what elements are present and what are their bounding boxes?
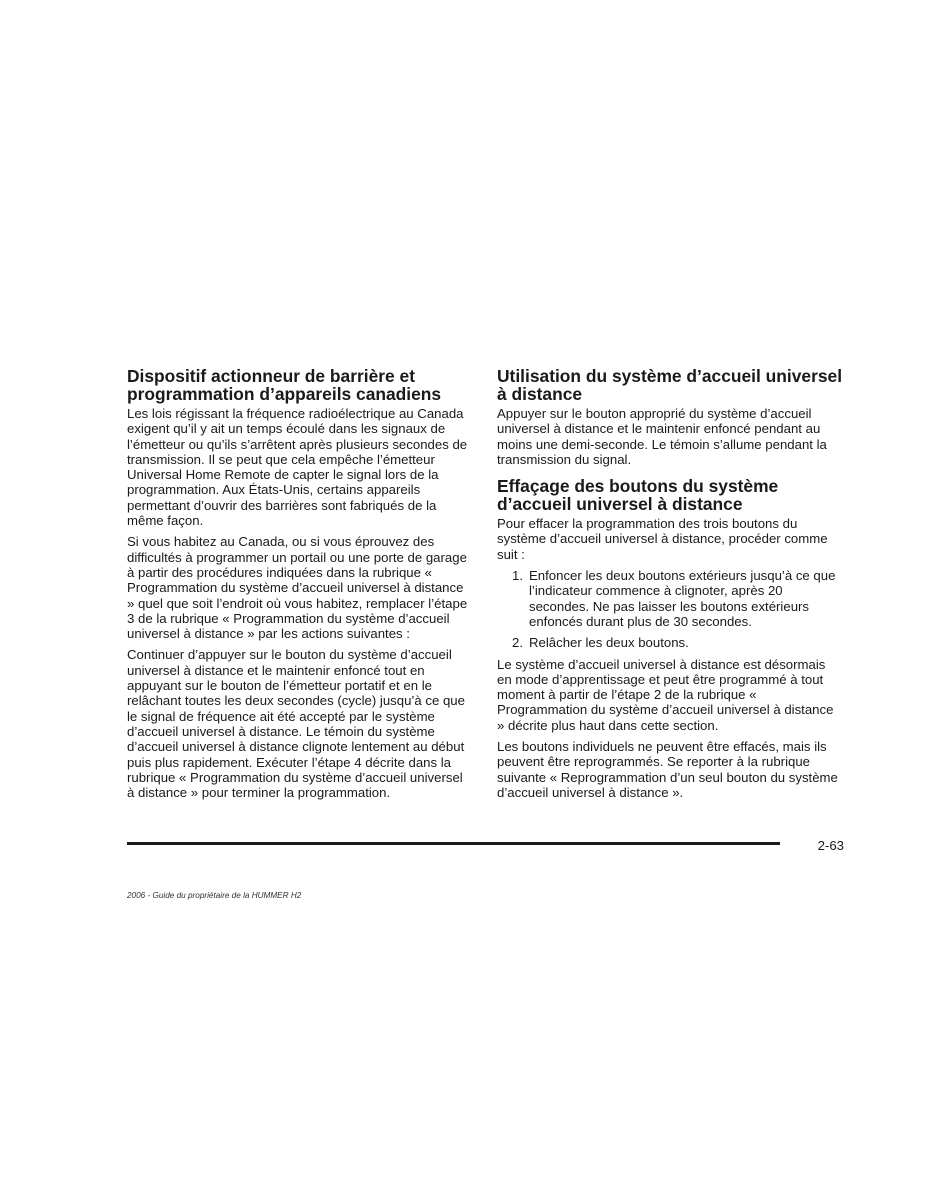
step-number: 2.	[512, 635, 523, 651]
step-text: Relâcher les deux boutons.	[529, 635, 689, 651]
section-title-erasing: Effaçage des boutons du système d’accueil universel à distance	[497, 476, 779, 515]
paragraph: Continuer d’appuyer sur le bouton du système d’accueil universel à distance et le maintenir enfoncé tout en appuyant sur le bouton de l’émetteur portatif et en le relâchant toutes les deux secondes (cycle) jusqu’à ce que le signal de fréquence ait été accepté par le système d’accueil universel à distance. Le témoin du système d’accueil universel à distance clignote lentement au début puis plus rapidement. Exécuter l’étape 4 décrite dans la rubrique « Programmation du système d’accueil universel à distance » pour terminer la programmation.	[127, 647, 465, 801]
paragraph: Les boutons individuels ne peuvent être effacés, mais ils peuvent être reprogrammés. Se reporter à la rubrique suivante « Reprogrammation d’un seul bouton du système d’accueil universel à distance ».	[497, 739, 838, 800]
paragraph: Appuyer sur le bouton approprié du système d’accueil universel à distance et le maintenir enfoncé pendant au moins une demi-seconde. Le témoin s’allume pendant la transmission du signal.	[497, 406, 827, 467]
step-text: Enfoncer les deux boutons extérieurs jusqu’à ce que l’indicateur commence à clignoter, après 20 secondes. Ne pas laisser les boutons extérieurs enfoncés durant plus de 30 secondes.	[529, 568, 836, 629]
footer-note: 2006 - Guide du propriétaire de la HUMMER H2	[127, 891, 302, 900]
list-item	[497, 568, 843, 629]
list-item	[497, 635, 843, 650]
right-column	[497, 367, 843, 806]
paragraph: Pour effacer la programmation des trois boutons du système d’accueil universel à distance, procéder comme suit :	[497, 516, 828, 562]
paragraph: Les lois régissant la fréquence radioélectrique au Canada exigent qu’il y ait un temps écoulé dans les signaux de l’émetteur ou qu’ils s’arrêtent après plusieurs secondes de transmission. Il se peut que cela empêche l’émetteur Universal Home Remote de capter le signal lors de la programmation. Aux États-Unis, certains appareils permettant d’ouvrir des barrières sont fabriqués de la même façon.	[127, 406, 468, 529]
footer-rule	[127, 842, 780, 845]
section-title-canadian-devices: Dispositif actionneur de barrière et programmation d’appareils canadiens	[127, 366, 442, 404]
step-number: 1.	[512, 568, 523, 584]
steps-list	[497, 568, 843, 650]
page-number: 2-63	[817, 838, 844, 853]
paragraph: Si vous habitez au Canada, ou si vous éprouvez des difficultés à programmer un portail ou une porte de garage à partir des procédures indiquées dans la rubrique « Programmation du système d’accueil universel à distance » quel que soit l’endroit où vous habitez, remplacer l’étape 3 de la rubrique « Programmation du système d’accueil universel à distance » par les actions suivantes :	[127, 534, 468, 642]
left-column	[127, 367, 471, 806]
section-title-usage: Utilisation du système d’accueil universel à distance	[497, 366, 843, 404]
paragraph: Le système d’accueil universel à distance est désormais en mode d’apprentissage et peut être programmé à tout moment à partir de l’étape 2 de la rubrique « Programmation du système d’accueil universel à distance » décrite plus haut dans cette section.	[497, 656, 834, 733]
